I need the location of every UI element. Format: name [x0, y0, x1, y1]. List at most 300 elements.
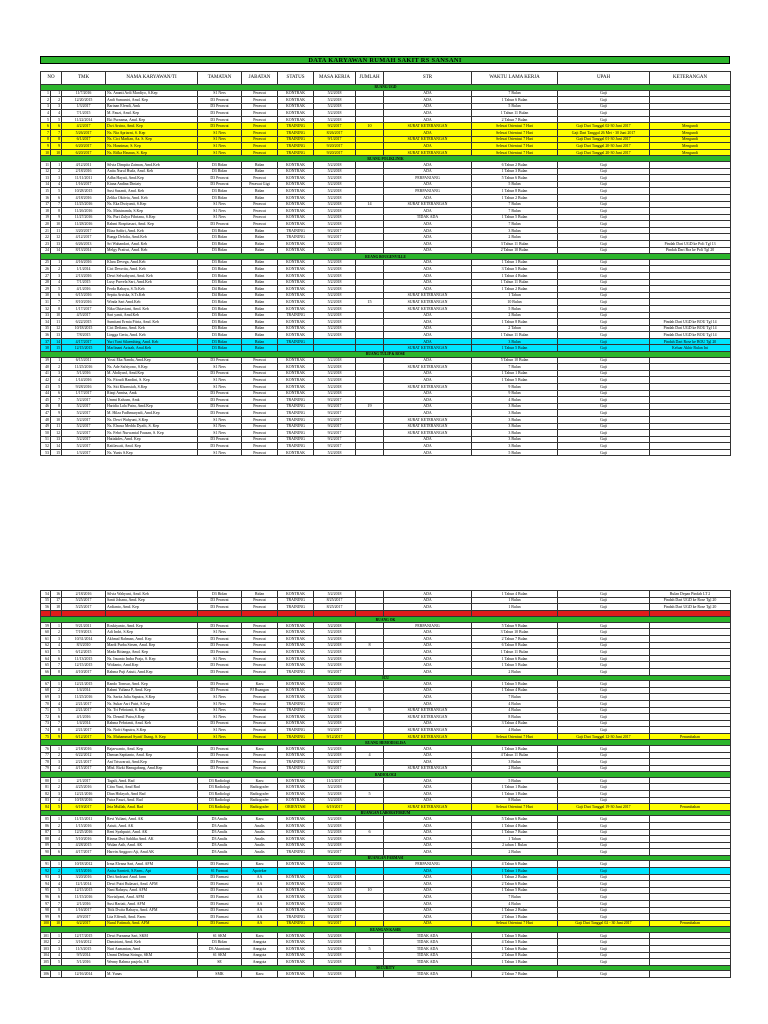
cell-no: 84 [41, 804, 51, 811]
cell-keterangan [650, 636, 731, 643]
cell-masa-kerja: 5/2/2018 [314, 894, 356, 901]
cell-tmk: 6/22/2015 [62, 319, 106, 326]
cell-status: KONTRAK [278, 752, 314, 759]
cell-nama: Susi Susanti, Amd. Keb [106, 188, 198, 195]
section-title: RUANG TULIP & ROSE [41, 352, 731, 358]
cell-no-sub: 7 [51, 397, 62, 404]
cell-jabatan: Bidan [242, 259, 278, 266]
cell-jabatan: Analis [242, 822, 278, 829]
cell-str: ADA [384, 636, 472, 643]
cell-tamatan: D3 Analis [198, 849, 242, 856]
cell-no-sub: 1 [51, 357, 62, 364]
cell-tamatan: S1 Ners [198, 714, 242, 721]
table-row [41, 345, 731, 352]
cell-tamatan: D3 Perawat [198, 687, 242, 694]
cell-tmk: 4/5/2017 [62, 312, 106, 319]
cell-masa-kerja: 5/2/2018 [314, 881, 356, 888]
cell-no-sub: 7 [51, 720, 62, 727]
cell-tamatan: D3 Bidan [198, 939, 242, 946]
cell-str: ADA [384, 103, 472, 110]
cell-tamatan: D3 Farmasi [198, 900, 242, 907]
cell-nama: Bajarwanto, Amd. Kep [106, 745, 198, 752]
cell-waktu-lama-kerja: 2 Bulan [472, 669, 558, 676]
cell-tmk: 9/21/2011 [62, 622, 106, 629]
cell-status: KONTRAK [278, 816, 314, 823]
cell-masa-kerja: 5/2/2018 [314, 591, 356, 598]
cell-tamatan: SMK [198, 971, 242, 978]
cell-tamatan: D3 Farmasi [198, 907, 242, 914]
cell-str: ADA [384, 694, 472, 701]
cell-jumlah [356, 214, 384, 221]
cell-jumlah [356, 443, 384, 450]
cell-str: SURAT KETERANGAN [384, 733, 472, 740]
cell-no: 89 [41, 842, 51, 849]
table-row [41, 266, 731, 273]
cell-masa-kerja: 9/2/2017 [314, 397, 356, 404]
cell-no: 75 [41, 733, 51, 740]
cell-waktu-lama-kerja: 1 Tahun 5 Bulan [472, 887, 558, 894]
cell-jumlah [356, 325, 384, 332]
cell-waktu-lama-kerja: 1 Tahun 1 Bulan [472, 259, 558, 266]
cell-tmk: 8/3/2010 [62, 642, 106, 649]
cell-keterangan [650, 822, 731, 829]
table-row [41, 397, 731, 404]
cell-jumlah [356, 221, 384, 228]
cell-no: 73 [41, 720, 51, 727]
table-row [41, 727, 731, 734]
cell-jabatan: Perawat [242, 759, 278, 766]
cell-waktu-lama-kerja: 1 Tahun 5 Bulan [472, 214, 558, 221]
cell-tmk: 5/2/2017 [62, 436, 106, 443]
cell-nama: Silvia Wahyuni, Amd. Keb [106, 591, 198, 598]
cell-nama: Rahma Febrianti, Amd. Keb [106, 720, 198, 727]
cell-tmk: 4/1/2016 [62, 286, 106, 293]
cell-status [278, 345, 314, 352]
cell-no-sub: 3 [51, 829, 62, 836]
cell-jumlah [356, 175, 384, 182]
cell-jumlah [356, 410, 384, 417]
section-title: RADIOLOGI [41, 772, 731, 778]
cell-tamatan: D3 Perawat [198, 103, 242, 110]
cell-upah: Gaji [558, 247, 650, 254]
cell-no-sub: 1 [51, 777, 62, 784]
cell-waktu-lama-kerja: 1 Tahun 1 Bulan [472, 791, 558, 798]
cell-str: ADA [384, 325, 472, 332]
cell-keterangan [650, 887, 731, 894]
cell-status: KONTRAK [278, 720, 314, 727]
table-row [41, 629, 731, 636]
cell-no: 13 [41, 175, 51, 182]
cell-status: KONTRAK [278, 272, 314, 279]
cell-tmk: 7/1/2015 [62, 110, 106, 117]
cell-upah: Gaji [558, 410, 650, 417]
cell-no: 101 [41, 932, 51, 939]
cell-str: ADA [384, 900, 472, 907]
table-row [41, 161, 731, 168]
cell-status: KONTRAK [278, 662, 314, 669]
cell-jabatan: AA [242, 894, 278, 901]
cell-masa-kerja: 5/2/2018 [314, 971, 356, 978]
cell-nama: Rinma Dwi Sahlika Amd. AK [106, 836, 198, 843]
cell-upah [558, 610, 650, 617]
cell-nama: Mhd. Rizki Hanugabang, Amd.Kep [106, 765, 198, 772]
cell-str: ADA [384, 874, 472, 881]
cell-tamatan: D3 Bidan [198, 272, 242, 279]
cell-jumlah [356, 907, 384, 914]
cell-nama: Nurul Fatimah, Amd. AFM [106, 920, 198, 927]
cell-waktu-lama-kerja: Selesai Orientasi 7 Hari [472, 920, 558, 927]
cell-jabatan: Analis [242, 849, 278, 856]
cell-no-sub: 19 [51, 610, 62, 617]
cell-jabatan: Karu [242, 932, 278, 939]
cell-nama: M. Abdiyanf, Amd.Kep [106, 370, 198, 377]
cell-tamatan: S1 Ners [198, 377, 242, 384]
cell-no-sub: 4 [51, 642, 62, 649]
table-row [41, 299, 731, 306]
cell-upah: Gaji [558, 669, 650, 676]
cell-nama: Reni Syahputri, Amd. AK [106, 829, 198, 836]
cell-str: ADA [384, 784, 472, 791]
cell-tamatan: D3 Farmasi [198, 914, 242, 921]
cell-masa-kerja: 5/2/2018 [314, 272, 356, 279]
cell-no: 21 [41, 227, 51, 234]
cell-no-sub: 6 [51, 894, 62, 901]
cell-masa-kerja: 9/2/2017 [314, 849, 356, 856]
cell-tamatan: D3 Radiologi [198, 784, 242, 791]
cell-masa-kerja: 5/2/2018 [314, 175, 356, 182]
table-row [41, 332, 731, 339]
cell-tamatan: D4 Bidan [198, 286, 242, 293]
cell-masa-kerja: 5/2/2018 [314, 861, 356, 868]
cell-keterangan [650, 752, 731, 759]
cell-waktu-lama-kerja: 8 Bulan [472, 714, 558, 721]
cell-waktu-lama-kerja: 7 Bulan [472, 90, 558, 97]
cell-masa-kerja: 5/2/2018 [314, 836, 356, 843]
cell-keterangan: Pindah Dari UGD ke BOU Tgl 14 [650, 319, 731, 326]
cell-keterangan [650, 694, 731, 701]
cell-tmk: 11/3/2015 [62, 946, 106, 953]
cell-str: TIDAK ADA [384, 946, 472, 953]
cell-tmk: 3/20/2017 [62, 227, 106, 234]
cell-keterangan [650, 784, 731, 791]
cell-jumlah [356, 971, 384, 978]
cell-jabatan: Bidan [242, 319, 278, 326]
cell-tmk: 8/13/2014 [62, 247, 106, 254]
cell-upah: Gaji Dari Tanggal 26 Mei - 30 Juni 2017 [558, 130, 650, 137]
cell-upah: Gaji [558, 305, 650, 312]
cell-masa-kerja: 9/2/2017 [314, 765, 356, 772]
cell-waktu-lama-kerja: 6 Tahun 2 Bulan [472, 161, 558, 168]
cell-tamatan: S1 Ners [198, 655, 242, 662]
cell-nama: Klara Devega, Amd.Keb [106, 259, 198, 266]
section-title: RUANG HEMODIALISA [41, 740, 731, 746]
cell-tamatan: D3 Perawat [198, 410, 242, 417]
cell-jabatan: Perawat [242, 597, 278, 604]
cell-str: ADA [384, 234, 472, 241]
table-row [41, 797, 731, 804]
cell-nama: Jeia Mullah, Amd. Rad [106, 804, 198, 811]
cell-status: KONTRAK [278, 370, 314, 377]
cell-tamatan: S1 Ners [198, 423, 242, 430]
cell-keterangan [650, 110, 731, 117]
cell-no: 39 [41, 357, 51, 364]
cell-upah: Gaji Dari Tanggal 02-30 Juni 2017 [558, 123, 650, 130]
cell-masa-kerja: 9/20/2017 [314, 143, 356, 150]
cell-status: TRAINING [278, 130, 314, 137]
cell-jabatan: Bidan [242, 241, 278, 248]
cell-status: KONTRAK [278, 900, 314, 907]
cell-status: KONTRAK [278, 377, 314, 384]
cell-no: 65 [41, 662, 51, 669]
cell-tmk: 5/2/2017 [62, 397, 106, 404]
cell-no: 96 [41, 894, 51, 901]
cell-nama: Ns. Rifka Hasnan, S. Kep [106, 149, 198, 156]
cell-str: ADA [384, 116, 472, 123]
cell-tamatan: D3 Perawat [198, 765, 242, 772]
cell-waktu-lama-kerja: 6 Tahun 8 Bulan [472, 642, 558, 649]
cell-keterangan [650, 829, 731, 836]
cell-jabatan: Perawat [242, 449, 278, 456]
cell-str: ADA [384, 642, 472, 649]
cell-str: ADA [384, 377, 472, 384]
cell-status: KONTRAK [278, 836, 314, 843]
cell-nama: Ummi Delima Siringo, SKM [106, 952, 198, 959]
cell-no-sub: 8 [51, 727, 62, 734]
cell-jabatan: Bidan [242, 168, 278, 175]
cell-status: KONTRAK [278, 188, 314, 195]
cell-status [278, 867, 314, 874]
cell-masa-kerja: 5/2/2018 [314, 90, 356, 97]
cell-keterangan [650, 305, 731, 312]
cell-no-sub: 8 [51, 208, 62, 215]
cell-waktu-lama-kerja: 1 Tahun 4 Bulan [472, 272, 558, 279]
cell-keterangan: Penambahan [650, 804, 731, 811]
cell-jumlah [356, 143, 384, 150]
cell-masa-kerja: 5/2/2018 [314, 874, 356, 881]
cell-tamatan: D3 Analis [198, 816, 242, 823]
cell-waktu-lama-kerja: Selesai Orientasi 7 Hari [472, 804, 558, 811]
cell-tmk: 2/1/2017 [62, 777, 106, 784]
cell-tmk: 4/16/2016 [62, 259, 106, 266]
cell-status: TRAINING [278, 143, 314, 150]
cell-masa-kerja: 5/2/2018 [314, 939, 356, 946]
cell-str: ADA [384, 208, 472, 215]
cell-status: KONTRAK [278, 694, 314, 701]
cell-jumlah [356, 345, 384, 352]
cell-no-sub: 3 [51, 272, 62, 279]
column-header-status: STATUS [278, 72, 314, 85]
cell-no: 72 [41, 714, 51, 721]
cell-no: 52 [41, 443, 51, 450]
cell-str: SURAT KETERANGAN [384, 804, 472, 811]
cell-no-sub: 2 [51, 752, 62, 759]
cell-jumlah [356, 649, 384, 656]
table-row [41, 234, 731, 241]
cell-str: SURAT KETERANGAN [384, 345, 472, 352]
cell-masa-kerja: 5/2/2018 [314, 110, 356, 117]
cell-tamatan: D3 Bidan [198, 312, 242, 319]
cell-keterangan [650, 221, 731, 228]
cell-waktu-lama-kerja: Selesai Orientasi 7 Hari [472, 123, 558, 130]
cell-jumlah [356, 168, 384, 175]
cell-jumlah [356, 765, 384, 772]
table-row [41, 932, 731, 939]
cell-masa-kerja: 5/2/2018 [314, 822, 356, 829]
cell-jumlah [356, 797, 384, 804]
cell-nama: Sumitani Ermia Fitria, Amd. Keb [106, 319, 198, 326]
cell-jabatan: Perawat [242, 642, 278, 649]
cell-tamatan: D3 Perawat [198, 681, 242, 688]
cell-waktu-lama-kerja: 1 Tahun 5 Bulan [472, 345, 558, 352]
cell-str: ADA [384, 194, 472, 201]
cell-jumlah: 14 [356, 201, 384, 208]
cell-upah: Gaji [558, 214, 650, 221]
cell-str [384, 610, 472, 617]
cell-jabatan: Analis [242, 829, 278, 836]
cell-status: KONTRAK [278, 687, 314, 694]
cell-keterangan [650, 370, 731, 377]
cell-jabatan: Bidan [242, 338, 278, 345]
cell-nama: Ns. Yunis S.Kep [106, 449, 198, 456]
cell-str: ADA [384, 443, 472, 450]
cell-no-sub: 7 [51, 662, 62, 669]
cell-tamatan: D3 Perawat [198, 443, 242, 450]
cell-jabatan: Perawat [242, 208, 278, 215]
cell-tmk: 6/12/2017 [62, 733, 106, 740]
cell-nama: Ns. Elnosa Medda Dyafit, S. Kep [106, 423, 198, 430]
cell-nama: Yuri Yani Silaemhing, Amd. Keb [106, 338, 198, 345]
cell-jumlah [356, 136, 384, 143]
cell-jabatan: Perawat [242, 436, 278, 443]
cell-no-sub: 1 [51, 745, 62, 752]
table-row [41, 591, 731, 598]
cell-keterangan: Penambahan [650, 920, 731, 927]
cell-no: 91 [41, 861, 51, 868]
table-row [41, 745, 731, 752]
cell-jumlah: 19 [356, 403, 384, 410]
cell-tamatan: S1 Farmasi [198, 867, 242, 874]
cell-no: 29 [41, 286, 51, 293]
cell-str: SURAT KETERANGAN [384, 364, 472, 371]
column-header-str: STR [384, 72, 472, 85]
cell-waktu-lama-kerja: 1 Tahun 1 Bulan [472, 867, 558, 874]
cell-waktu-lama-kerja: 4 Bulan [472, 900, 558, 907]
cell-jumlah [356, 110, 384, 117]
cell-jumlah [356, 714, 384, 721]
table-row [41, 143, 731, 150]
cell-upah: Gaji [558, 687, 650, 694]
cell-masa-kerja: 9/2/2017 [314, 759, 356, 766]
cell-nama: Ummi Kalsum, Amk [106, 397, 198, 404]
cell-tmk: 12/17/2015 [62, 932, 106, 939]
cell-waktu-lama-kerja: 3 Bulan [472, 227, 558, 234]
cell-no: 6 [41, 123, 51, 130]
cell-str: TIDAK ADA [384, 939, 472, 946]
cell-masa-kerja: 5/2/2018 [314, 907, 356, 914]
cell-no-sub: 4 [51, 797, 62, 804]
cell-masa-kerja: 5/2/2018 [314, 116, 356, 123]
cell-waktu-lama-kerja: Selesai Orientasi 7 Hari [472, 149, 558, 156]
cell-status: KONTRAK [278, 208, 314, 215]
cell-jabatan: Anngota [242, 946, 278, 953]
cell-keterangan: Mengundi [650, 149, 731, 156]
cell-nama: Ns. Puri Zulya Fibriana, S.Kep [106, 214, 198, 221]
cell-no: 67 [41, 681, 51, 688]
cell-masa-kerja: 9/2/2017 [314, 123, 356, 130]
cell-jabatan: Bidan [242, 234, 278, 241]
cell-keterangan [650, 286, 731, 293]
cell-tmk: 5/1/2016 [62, 370, 106, 377]
cell-nama: Roskiyanto, Amd. Kep [106, 622, 198, 629]
cell-upah: Gaji [558, 694, 650, 701]
column-header-jumlah: JUMLAH [356, 72, 384, 85]
cell-nama: Irma Elvana Sari, Amd. AFM [106, 861, 198, 868]
table-row [41, 822, 731, 829]
cell-str: ADA [384, 319, 472, 326]
cell-no: 2 [41, 97, 51, 104]
cell-jumlah [356, 416, 384, 423]
cell-no: 78 [41, 759, 51, 766]
cell-jumlah [356, 591, 384, 598]
table-row [41, 416, 731, 423]
cell-no-sub: 12 [51, 325, 62, 332]
cell-status: KONTRAK [278, 777, 314, 784]
cell-tamatan: D3 Perawat [198, 181, 242, 188]
cell-no-sub: 4 [51, 952, 62, 959]
cell-keterangan [650, 687, 731, 694]
cell-str: ADA [384, 247, 472, 254]
cell-no: 79 [41, 765, 51, 772]
cell-keterangan [650, 861, 731, 868]
cell-nama: Ns. Muhammad Syarif Ilsang, S. Kep [106, 733, 198, 740]
cell-upah: Gaji [558, 272, 650, 279]
cell-status: TRAINING [278, 765, 314, 772]
table-row [41, 123, 731, 130]
cell-str: ADA [384, 829, 472, 836]
cell-status: KONTRAK [278, 259, 314, 266]
cell-upah: Gaji [558, 103, 650, 110]
cell-tamatan: S1 SKM [198, 932, 242, 939]
cell-tamatan: S1 Ners [198, 430, 242, 437]
cell-tmk: 4/9/2017 [62, 914, 106, 921]
cell-status: TRAINING [278, 149, 314, 156]
cell-jabatan: Perawat [242, 397, 278, 404]
cell-jabatan: Bidan [242, 345, 278, 352]
cell-no: 42 [41, 377, 51, 384]
cell-tmk: 6/15/2011 [62, 357, 106, 364]
cell-no-sub: 7 [51, 130, 62, 137]
cell-nama: Ani Triswaruti, Amd.Kep [106, 759, 198, 766]
cell-tmk: 2/21/2017 [62, 727, 106, 734]
table-body-page-2 [41, 591, 731, 978]
cell-keterangan [650, 971, 731, 978]
cell-jumlah [356, 655, 384, 662]
cell-upah: Gaji [558, 319, 650, 326]
cell-keterangan: Bulan Depan Pindah LT 2 [650, 591, 731, 598]
cell-status: KONTRAK [278, 591, 314, 598]
cell-tamatan: D3 Bidan [198, 194, 242, 201]
cell-no-sub: 2 [51, 168, 62, 175]
cell-nama: M. Fauzi, Amd. Kep [106, 110, 198, 117]
cell-keterangan [650, 161, 731, 168]
cell-jumlah [356, 181, 384, 188]
cell-waktu-lama-kerja: 1 Tahun 8 Bulan [472, 188, 558, 195]
cell-upah: Gaji [558, 90, 650, 97]
cell-str: TIDAK ADA [384, 959, 472, 966]
table-row [41, 720, 731, 727]
cell-tmk: 7/1/2015 [62, 279, 106, 286]
cell-status: KONTRAK [278, 97, 314, 104]
